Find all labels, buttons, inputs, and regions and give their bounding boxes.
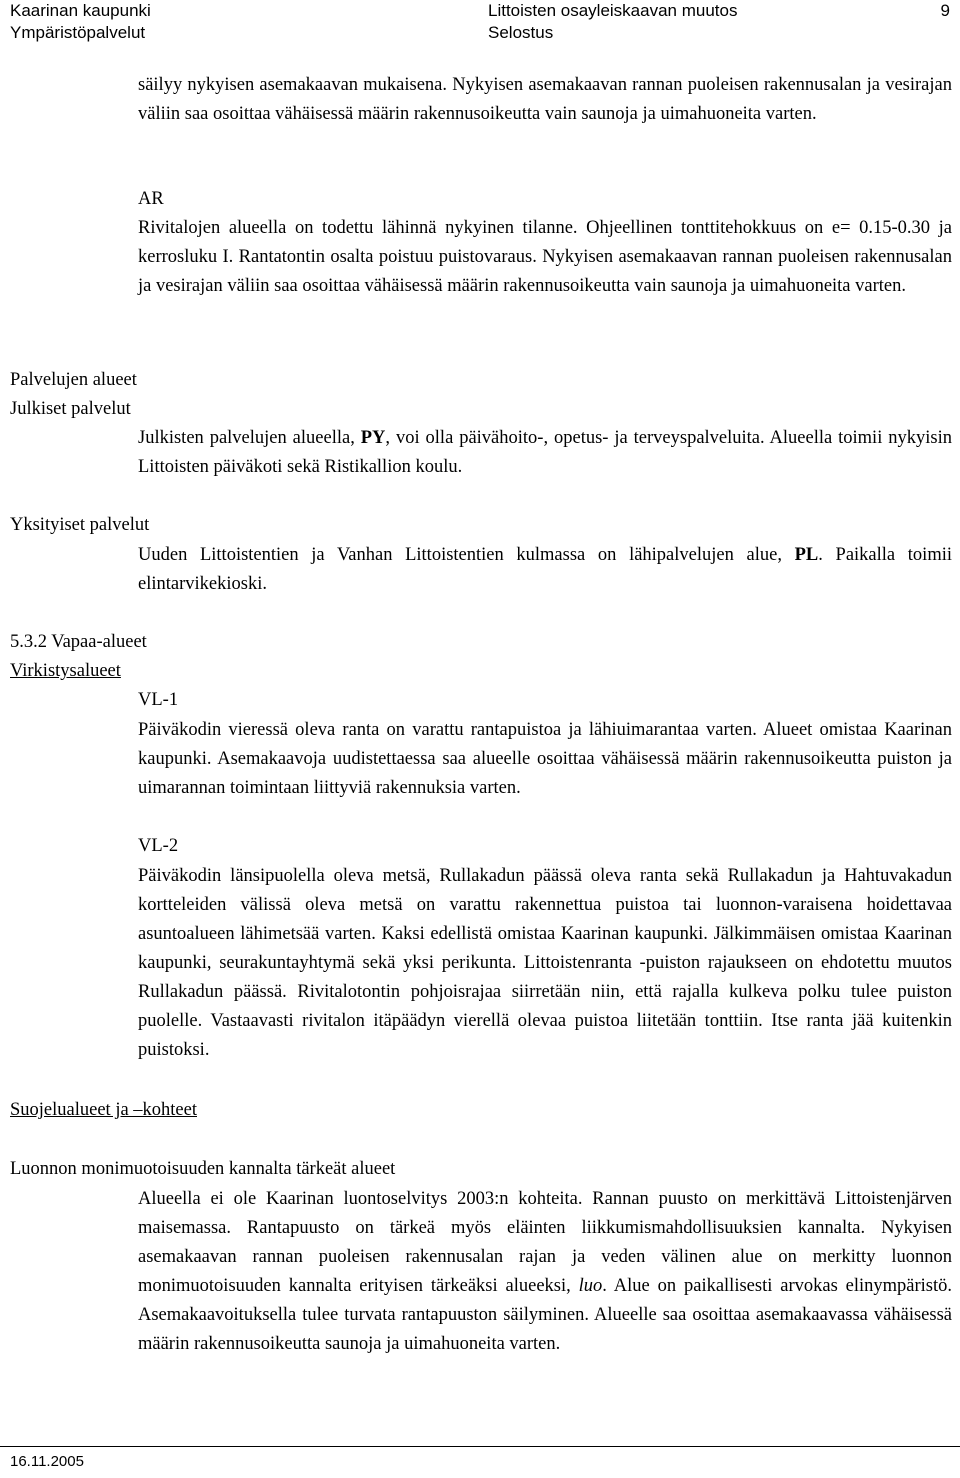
- vapaa-alueet-heading: 5.3.2 Vapaa-alueet: [10, 632, 147, 652]
- footer-divider: [0, 1446, 960, 1447]
- palvelujen-alueet-heading: Palvelujen alueet: [10, 370, 137, 390]
- luonnon-monimuotoisuus-heading: Luonnon monimuotoisuuden kannalta tärkeät alueet: [10, 1159, 396, 1179]
- page-number: 9: [940, 1, 950, 20]
- pl-code: PL: [794, 545, 819, 565]
- vl2-label: VL-2: [138, 836, 179, 856]
- vl1-paragraph: Päiväkodin vieressä oleva ranta on varattu rantapuistoa ja lähiuimarantaa varten. Alueet omistaa Kaarinan kaupunki. Asemakaavoja uudistettaessa saa alueelle osoittaa vähäisessä määrin rakennusoikeutta puiston ja uimarannan toimintaan liittyviä rakennuksia varten.: [138, 720, 952, 798]
- footer-date: 16.11.2005: [10, 1453, 84, 1470]
- vl2-paragraph: Päiväkodin länsipuolella oleva metsä, Rullakadun päässä oleva ranta sekä Rullakadun ja Hahtuvakadun kortteleiden välissä oleva metsä on varattu rakennettua puistoa tai luonnon-varaisena hoidettavaa asuntoalueen lähimetsää varten. Kaksi edellistä omistaa Kaarinan kaupunki. Jälkimmäisen omistaa Kaarinan kaupunki, seurakuntayhtymä sekä yksi perikunta. Littoistenranta -puiston rajaukseen on ehdotettu muutos Rullakadun päässä. Rivitalotontin pohjoisrajaa siirretään niin, että rajalla kulkeva polku tulee puiston puolelle. Vastaavasti rivitalon itäpäädyn vierellä olevaa puistoa liitetään tonttiin. Itse ranta jää kuitenkin puistoksi.: [138, 866, 952, 1060]
- luonto-text-pre: Alueella ei ole Kaarinan luontoselvitys 2003:n kohteita. Rannan puusto on merkittävä Littoistenjärven maisemassa. Rantapuusto on tärkeä myös eläinten liikkumismahdollisuuksien kannalta. Nykyisen asemakaavan rannan puoleisen rakennusalan rajan ja veden välinen alue on merkitty luonnon monimuotoisuuden kannalta erityisen tärkeäksi alueeksi,: [138, 1189, 952, 1296]
- yksityiset-text-pre: Uuden Littoistentien ja Vanhan Littoistentien kulmassa on lähipalvelujen alue,: [138, 545, 795, 565]
- luonto-text-post: . Alue on paikallisesti arvokas elinympäristö. Asemakaavoituksella tulee turvata rantapuuston säilyminen. Alueelle saa osoittaa asemakaavassa vähäisessä määrin rakennusoikeutta saunoja ja uimahuoneita varten.: [138, 1276, 952, 1354]
- vl1-label: VL-1: [138, 690, 179, 710]
- ar-paragraph: Rivitalojen alueella on todettu lähinnä nykyinen tilanne. Ohjeellinen tonttitehokkuus on e= 0.15-0.30 ja kerrosluku I. Rantatontin osalta poistuu puistovaraus. Nykyisen asemakaavan rannan puoleisen rakennusalan ja vesirajan väliin saa osoittaa vähäisessä määrin rakennusoikeutta vain saunoja ja uimahuoneita varten.: [138, 218, 952, 296]
- page-header-center: [488, 0, 737, 44]
- yksityiset-text-post: . Paikalla toimii elintarvikekioski.: [138, 545, 952, 594]
- julkiset-paragraph: [138, 424, 952, 482]
- virkistysalueet-heading: Virkistysalueet: [10, 661, 121, 681]
- julkiset-palvelut-heading: Julkiset palvelut: [10, 399, 131, 419]
- header-dept: Ympäristöpalvelut: [10, 23, 146, 42]
- py-code: PY: [360, 428, 386, 448]
- ar-label: AR: [138, 189, 164, 209]
- julkiset-text-post: , voi olla päivähoito-, opetus- ja terveyspalveluita. Alueella toimii nykyisin Littoisten päiväkoti sekä Ristikallion koulu.: [138, 428, 952, 477]
- header-doc-subtitle: Selostus: [488, 23, 554, 42]
- luo-code: luo: [578, 1276, 603, 1296]
- header-org: Kaarinan kaupunki: [10, 1, 151, 20]
- page-header-left: [10, 0, 151, 44]
- header-doc-title: Littoisten osayleiskaavan muutos: [488, 1, 738, 20]
- intro-paragraph: säilyy nykyisen asemakaavan mukaisena. Nykyisen asemakaavan rannan puoleisen rakennusalan ja vesirajan väliin saa osoittaa vähäisessä määrin rakennusoikeutta vain saunoja ja uimahuoneita varten.: [138, 75, 952, 124]
- yksityiset-paragraph: [138, 541, 952, 599]
- yksityiset-palvelut-heading: Yksityiset palvelut: [10, 515, 150, 535]
- luonto-paragraph: [138, 1185, 952, 1359]
- suojelualueet-heading: Suojelualueet ja –kohteet: [10, 1100, 197, 1120]
- julkiset-text-pre: Julkisten palvelujen alueella,: [138, 428, 361, 448]
